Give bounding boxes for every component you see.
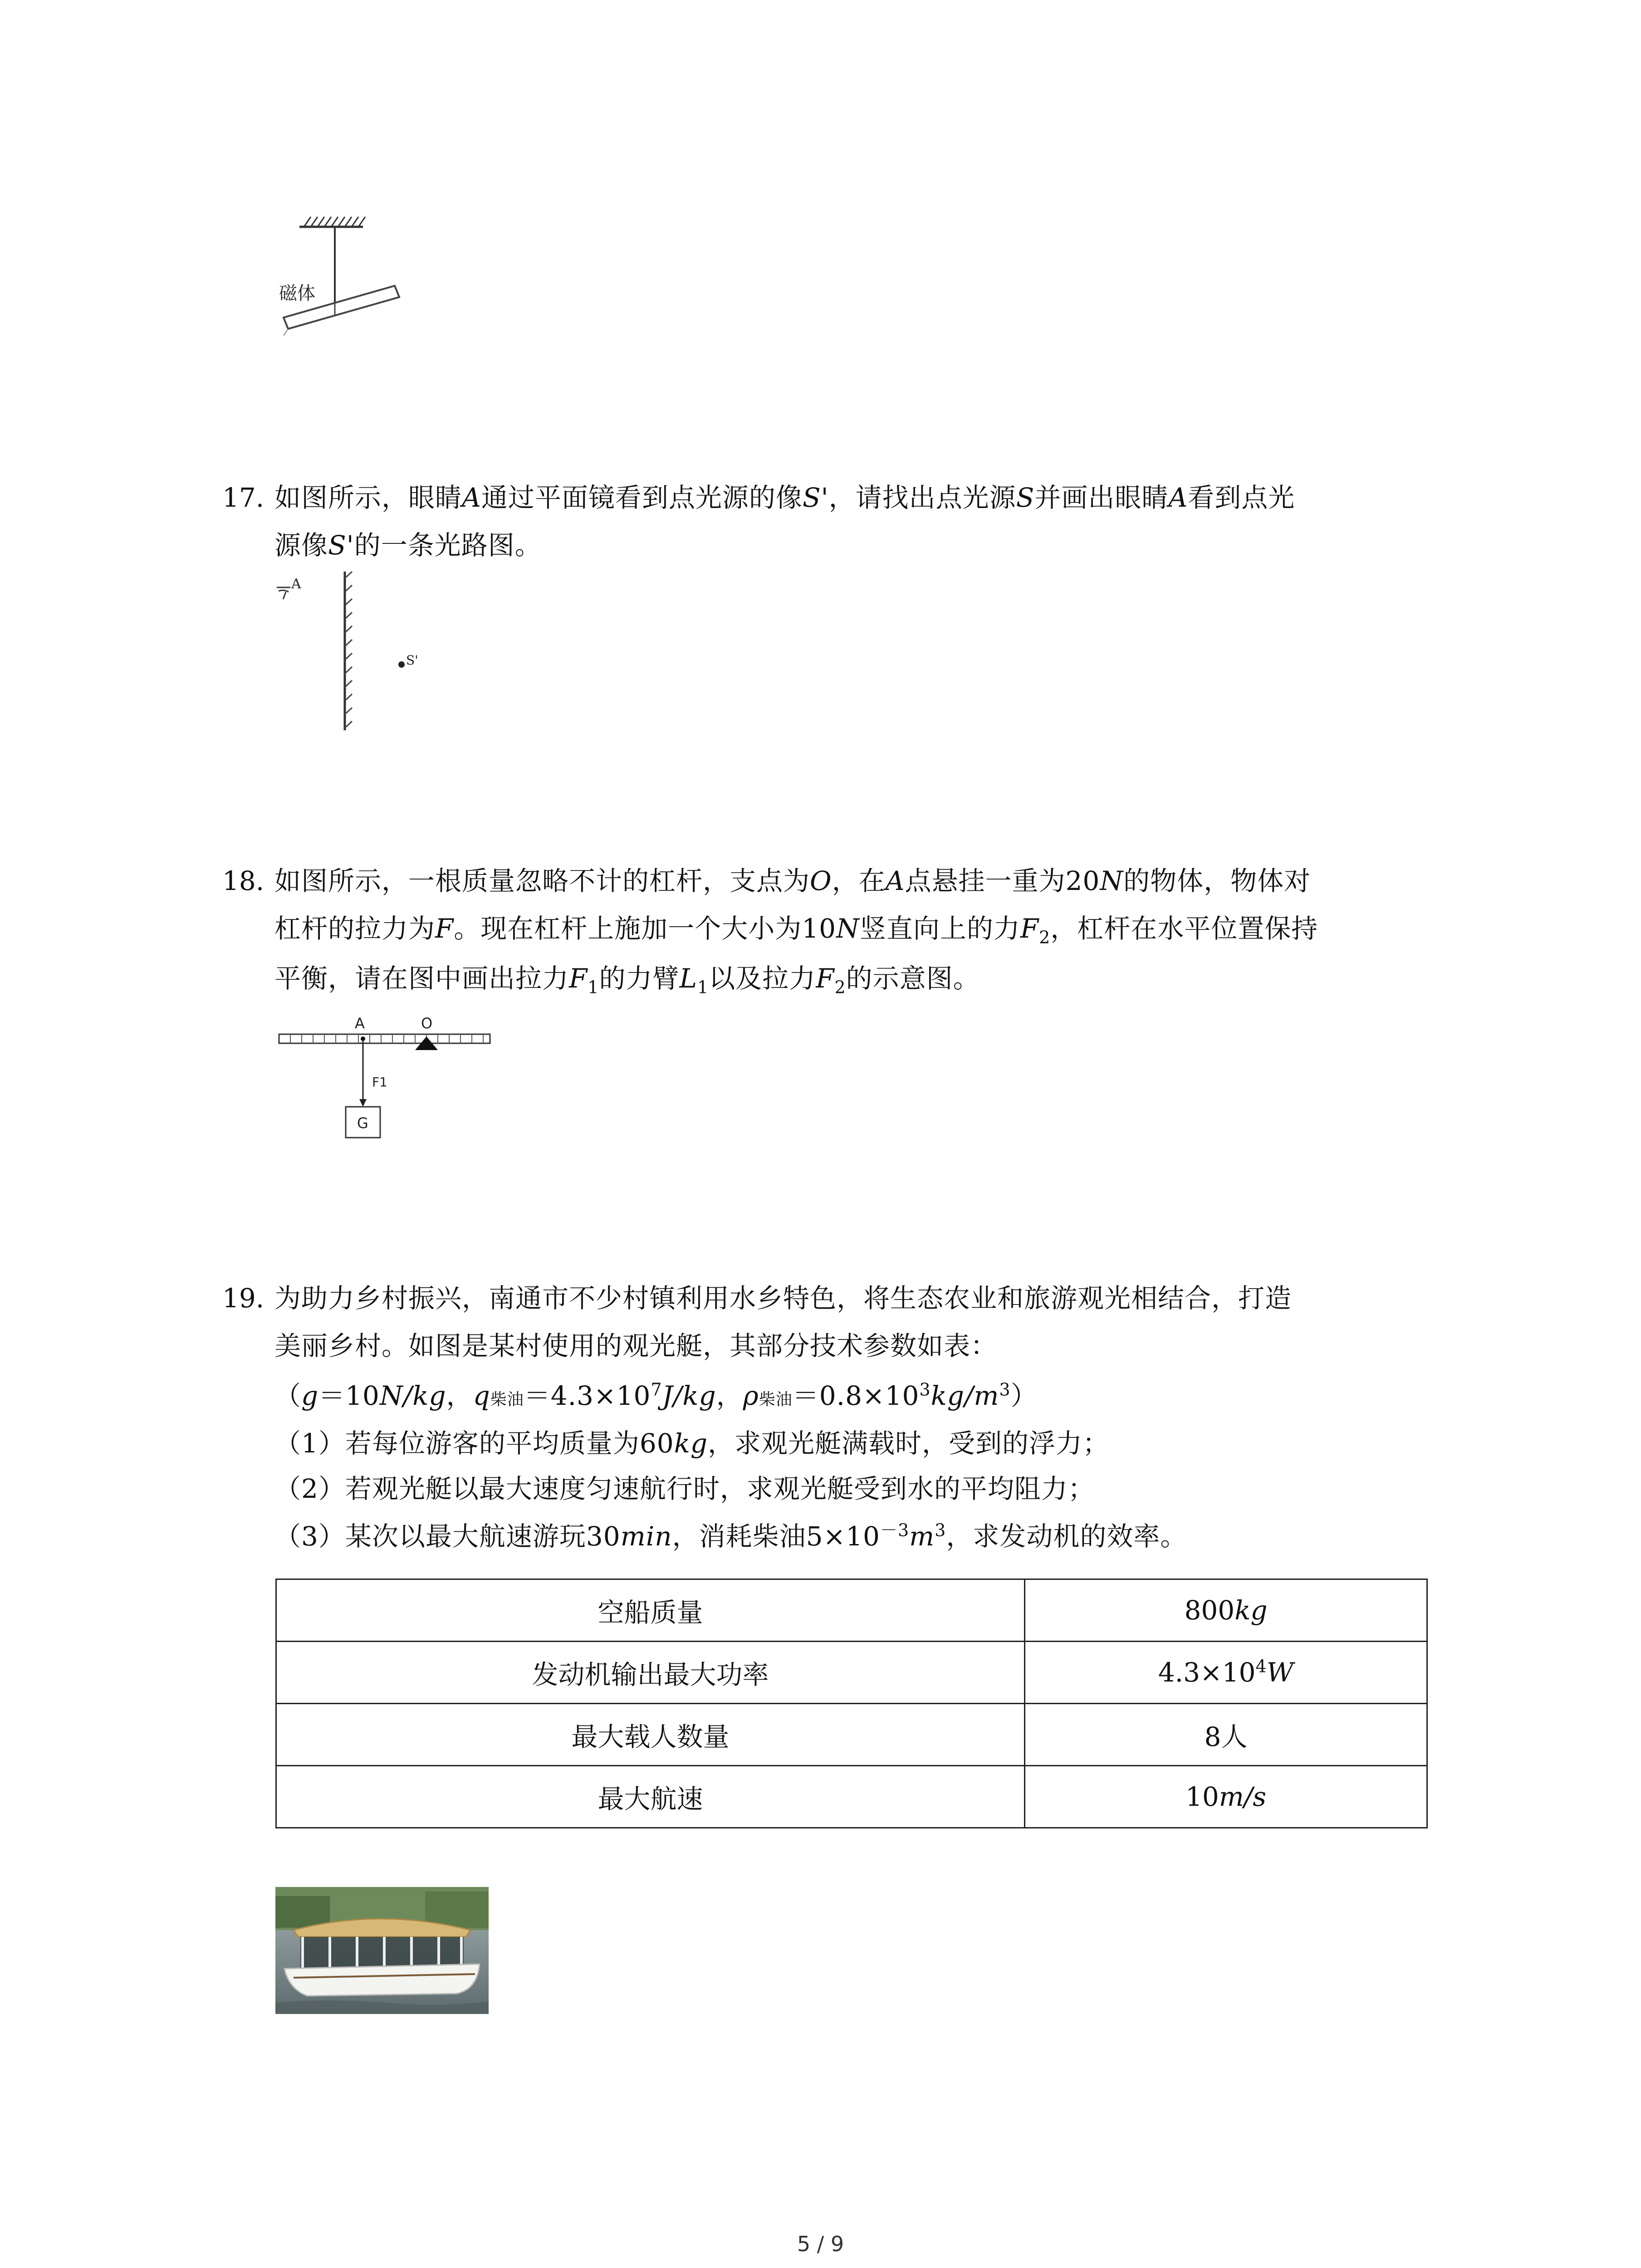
table-cell-value: 8人 xyxy=(1025,1704,1427,1766)
table-cell-value: $4.3\times 10^4W$ xyxy=(1025,1642,1427,1704)
magnet-label: 磁体 xyxy=(279,283,315,304)
lever-label-o: O xyxy=(421,1015,433,1032)
mirror-figure xyxy=(268,569,440,737)
table-row xyxy=(276,1579,1427,1642)
table-cell-label: 最大载人数量 xyxy=(276,1704,1025,1766)
q18-line1: 如图所示，一根质量忽略不计的杠杆，支点为O，在A点悬挂一重为20N的物体，物体对 xyxy=(274,865,1311,896)
q18-line2: 杠杆的拉力为F。现在杠杆上施加一个大小为10N竖直向上的力$F_2$，杠杆在水平位置保持 xyxy=(274,913,1318,948)
q18-line3: 平衡，请在图中画出拉力$F_1$的力臂$L_1$以及拉力$F_2$的示意图。 xyxy=(274,963,980,997)
q19-number: 19. xyxy=(222,1283,265,1314)
q19-sub3: （3）某次以最大航速游玩30min，消耗柴油$5\times 10^{-3}m^3$，求发动机的效率。 xyxy=(274,1520,1187,1552)
eye-icon xyxy=(277,587,290,599)
table-cell-value: 800kg xyxy=(1025,1579,1427,1642)
image-point xyxy=(398,661,405,668)
boat-photo xyxy=(275,1887,489,2014)
page-number: 5 / 9 xyxy=(797,2232,844,2256)
q19-given: （g＝10N/kg，q柴油$=4.3\times 10^7J/kg$，ρ柴油$=0.8\times 10^3kg/m^3$） xyxy=(274,1379,1038,1411)
table-row xyxy=(276,1642,1427,1704)
table-cell-label: 发动机输出最大功率 xyxy=(276,1642,1025,1704)
eye-label: A xyxy=(291,576,301,592)
q19-line1: 为助力乡村振兴，南通市不少村镇利用水乡特色，将生态农业和旅游观光相结合，打造 xyxy=(274,1283,1292,1314)
image-label: S' xyxy=(406,653,418,668)
lever-figure xyxy=(277,1014,495,1141)
table-row xyxy=(276,1704,1427,1766)
q19-sub2: （2）若观光艇以最大速度匀速航行时，求观光艇受到水的平均阻力； xyxy=(274,1473,1095,1504)
lever-label-a: A xyxy=(355,1015,365,1032)
table-cell-label: 空船质量 xyxy=(276,1579,1025,1642)
q17-number: 17. xyxy=(222,482,265,513)
magnet-figure xyxy=(272,213,417,349)
q19-line2: 美丽乡村。如图是某村使用的观光艇，其部分技术参数如表： xyxy=(274,1330,998,1361)
lever-bar xyxy=(279,1034,490,1043)
table-cell-label: 最大航速 xyxy=(276,1766,1025,1828)
boat-parameter-table xyxy=(275,1579,1428,1828)
q19-sub1: （1）若每位游客的平均质量为60kg，求观光艇满载时，受到的浮力； xyxy=(274,1428,1110,1459)
q18-number: 18. xyxy=(222,865,265,896)
weight-label: G xyxy=(357,1114,368,1132)
table-cell-value: 10m/s xyxy=(1025,1766,1427,1828)
table-row xyxy=(276,1766,1427,1828)
q17-line1: 如图所示，眼睛A通过平面镜看到点光源的像S'，请找出点光源S并画出眼睛A看到点光 xyxy=(274,482,1295,513)
lever-label-f1: F1 xyxy=(372,1075,387,1090)
q17-line2: 源像S'的一条光路图。 xyxy=(274,530,542,561)
